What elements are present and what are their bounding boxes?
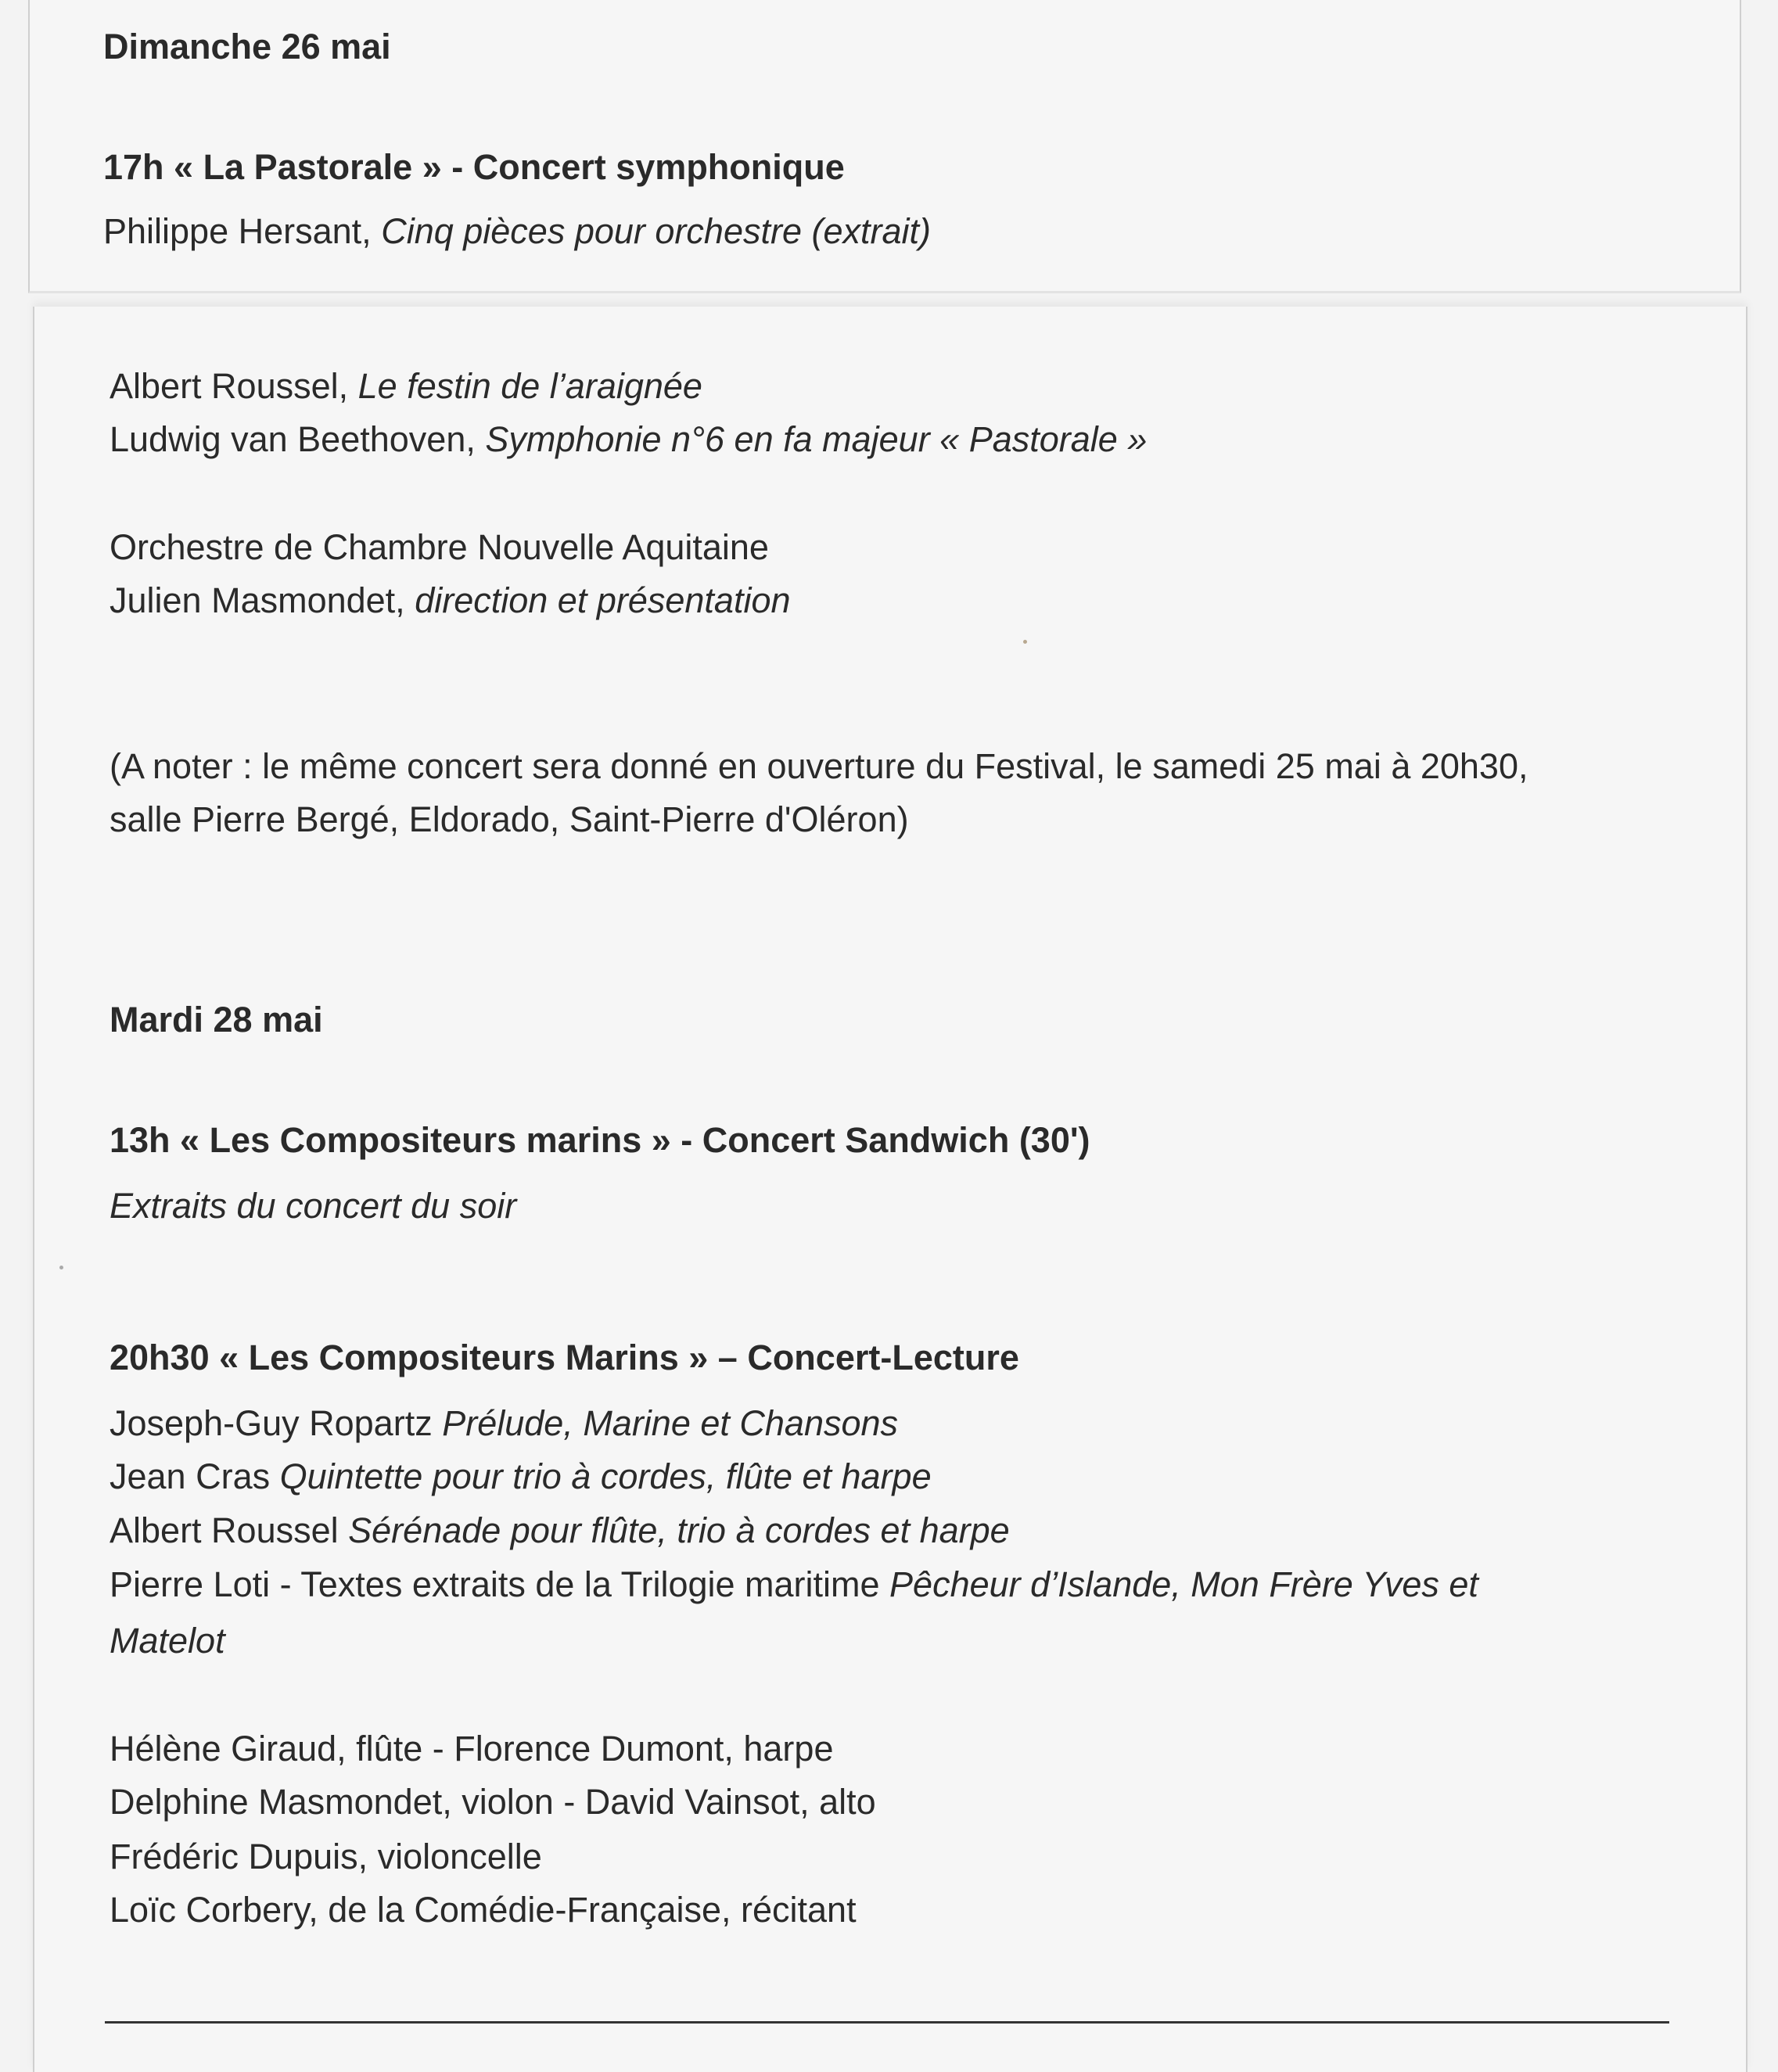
note-line-2: salle Pierre Bergé, Eldorado, Saint-Pierre d'Oléron) — [110, 799, 909, 839]
work-title: Le festin de l’araignée — [357, 366, 702, 406]
concert-subtitle: Extraits du concert du soir — [110, 1186, 517, 1226]
composer-name: Joseph-Guy Ropartz — [110, 1403, 443, 1443]
work-line — [110, 364, 702, 408]
composer-name: Albert Roussel, — [110, 366, 358, 406]
paper-speck — [59, 1266, 63, 1269]
work-title-continuation: Matelot — [110, 1621, 225, 1661]
paper-speck — [1023, 640, 1027, 644]
composer-name: Albert Roussel — [110, 1510, 349, 1550]
concert-title-sandwich: 13h « Les Compositeurs marins » - Concert Sandwich (30') — [110, 1120, 1090, 1160]
work-line — [110, 1563, 1478, 1607]
composer-name: Jean Cras — [110, 1456, 280, 1496]
performer-line: Hélène Giraud, flûte - Florence Dumont, harpe — [110, 1729, 834, 1769]
composer-name: Pierre Loti - Textes extraits de la Trilogie maritime — [110, 1564, 890, 1604]
composer-name: Ludwig van Beethoven, — [110, 419, 486, 459]
work-title: Quintette pour trio à cordes, flûte et harpe — [279, 1456, 932, 1496]
work-line — [110, 1509, 1010, 1553]
work-line — [110, 1402, 898, 1445]
performer-line: Delphine Masmondet, violon - David Vainsot, alto — [110, 1782, 876, 1822]
work-title: Pêcheur d’Islande, Mon Frère Yves et — [889, 1564, 1478, 1604]
work-line — [110, 1455, 932, 1499]
concert-title-lecture: 20h30 « Les Compositeurs Marins » – Concert-Lecture — [110, 1338, 1019, 1377]
work-title: Symphonie n°6 en fa majeur « Pastorale » — [485, 419, 1148, 459]
performer-line: Loïc Corbery, de la Comédie-Française, récitant — [110, 1890, 857, 1930]
conductor-role: direction et présentation — [415, 580, 791, 620]
work-title: Cinq pièces pour orchestre (extrait) — [381, 211, 931, 251]
work-title: Prélude, Marine et Chansons — [442, 1403, 899, 1443]
composer-name: Philippe Hersant, — [103, 211, 382, 251]
conductor-line — [110, 579, 791, 623]
performer-line: Frédéric Dupuis, violoncelle — [110, 1837, 542, 1876]
work-title: Sérénade pour flûte, trio à cordes et harpe — [348, 1510, 1010, 1550]
footer-rule — [105, 2021, 1669, 2024]
work-line — [103, 210, 931, 253]
conductor-name: Julien Masmondet, — [110, 580, 415, 620]
note-line-1: (A noter : le même concert sera donné en ouverture du Festival, le samedi 25 mai à 20h30, — [110, 746, 1528, 786]
concert-title-pastorale: 17h « La Pastorale » - Concert symphonique — [103, 147, 845, 187]
day-heading-tuesday: Mardi 28 mai — [110, 1000, 323, 1040]
day-heading-sunday: Dimanche 26 mai — [103, 27, 391, 66]
ensemble-name: Orchestre de Chambre Nouvelle Aquitaine — [110, 527, 769, 567]
work-line — [110, 418, 1147, 461]
